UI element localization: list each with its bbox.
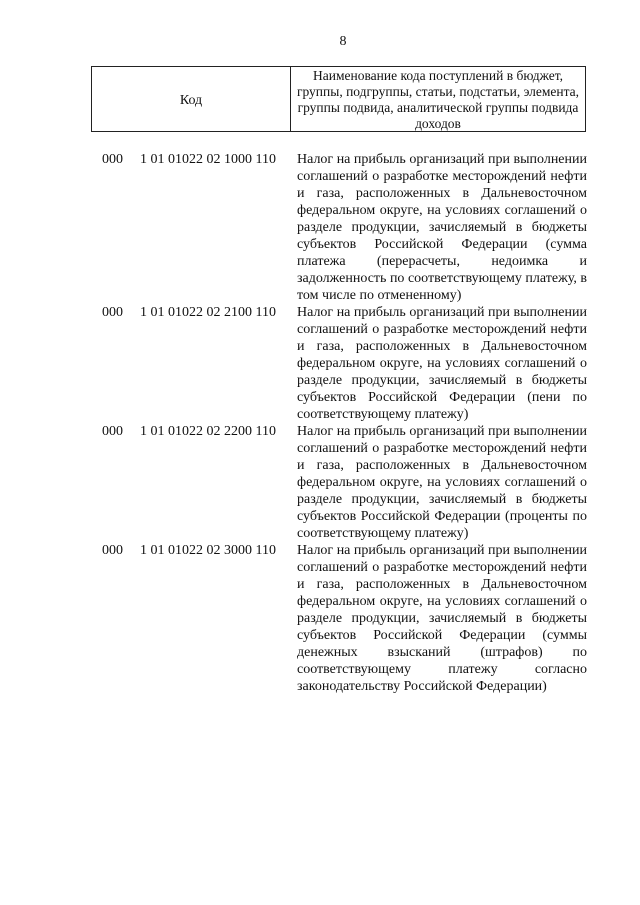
income-code: 1 01 01022 02 2200 110 <box>140 424 276 439</box>
code-column-header: Код <box>92 67 291 131</box>
income-description: Налог на прибыль организаций при выполнении соглашений о разработке месторождений нефти и газа, расположенных в Дальневосточном федеральном округе, на условиях соглашений о разделе продукции, зачисляемый в бюджеты субъектов Российской Федерации (суммы денежных взысканий (штрафов) по соответствующему платежу согласно законодательству Российской Федерации) <box>297 543 587 694</box>
table-row <box>0 304 640 423</box>
table-row <box>0 423 640 542</box>
admin-code: 000 <box>102 424 123 439</box>
admin-code: 000 <box>102 305 123 320</box>
income-code: 1 01 01022 02 2100 110 <box>140 305 276 320</box>
income-description: Налог на прибыль организаций при выполнении соглашений о разработке месторождений нефти и газа, расположенных в Дальневосточном федеральном округе, на условиях соглашений о разделе продукции, зачисляемый в бюджеты субъектов Российской Федерации (проценты по соответствующему платежу) <box>297 424 587 541</box>
table-row <box>0 542 640 695</box>
income-code: 1 01 01022 02 1000 110 <box>140 152 276 167</box>
table-header <box>91 66 586 132</box>
income-description: Налог на прибыль организаций при выполнении соглашений о разработке месторождений нефти и газа, расположенных в Дальневосточном федеральном округе, на условиях соглашений о разделе продукции, зачисляемый в бюджеты субъектов Российской Федерации (сумма платежа (перерасчеты, недоимка и задолженность по соответствующему платежу, в том числе по отмененному) <box>297 152 587 303</box>
admin-code: 000 <box>102 152 123 167</box>
admin-code: 000 <box>102 543 123 558</box>
income-code: 1 01 01022 02 3000 110 <box>140 543 276 558</box>
name-column-header: Наименование кода поступлений в бюджет, группы, подгруппы, статьи, подстатьи, элемента, группы подвида, аналитической группы подвида доходов <box>296 68 580 131</box>
income-description: Налог на прибыль организаций при выполнении соглашений о разработке месторождений нефти и газа, расположенных в Дальневосточном федеральном округе, на условиях соглашений о разделе продукции, зачисляемый в бюджеты субъектов Российской Федерации (пени по соответствующему платежу) <box>297 305 587 422</box>
table-row <box>0 151 640 304</box>
page-number: 8 <box>339 34 347 49</box>
code-table-body <box>0 151 640 695</box>
